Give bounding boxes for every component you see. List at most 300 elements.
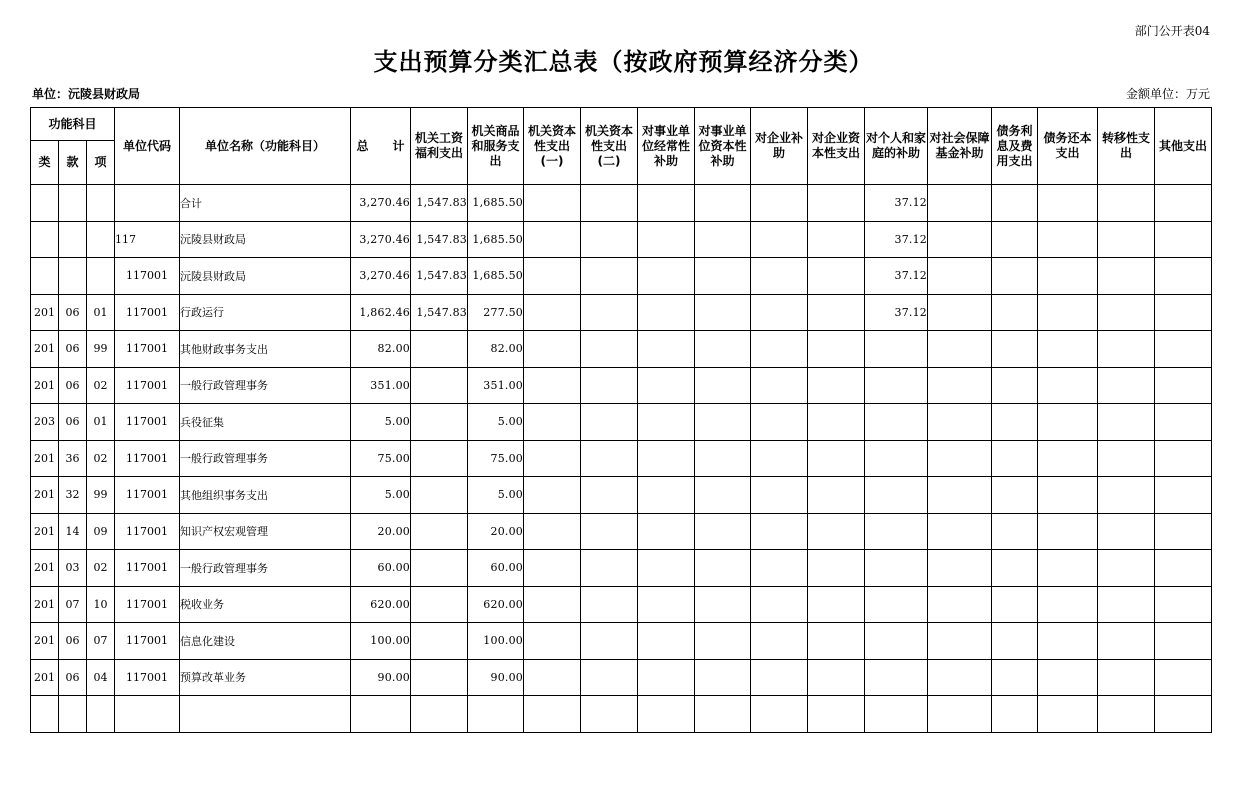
cell-c10	[928, 331, 992, 368]
cell-c4	[581, 513, 638, 550]
cell-c13	[1098, 696, 1155, 733]
header-c9: 对个人和家庭的补助	[865, 108, 928, 185]
cell-c3	[524, 477, 581, 514]
cell-xiang	[87, 221, 115, 258]
unit-label: 单位：沅陵县财政局	[32, 87, 141, 101]
cell-c6	[695, 550, 751, 587]
cell-lei: 201	[31, 331, 59, 368]
cell-c3	[524, 586, 581, 623]
cell-lei: 203	[31, 404, 59, 441]
cell-c2: 75.00	[468, 440, 524, 477]
cell-c12	[1038, 221, 1098, 258]
cell-total: 100.00	[351, 623, 411, 660]
cell-c9	[865, 696, 928, 733]
cell-c12	[1038, 367, 1098, 404]
cell-c2: 620.00	[468, 586, 524, 623]
header-c11: 债务利息及费用支出	[992, 108, 1038, 185]
cell-c1	[411, 659, 468, 696]
cell-c8	[808, 586, 865, 623]
cell-total: 3,270.46	[351, 221, 411, 258]
header-kuan: 款	[59, 141, 87, 185]
header-c1: 机关工资福利支出	[411, 108, 468, 185]
cell-lei: 201	[31, 440, 59, 477]
table-body	[31, 185, 1212, 733]
cell-c3	[524, 550, 581, 587]
cell-c7	[751, 367, 808, 404]
cell-c10	[928, 623, 992, 660]
cell-c1: 1,547.83	[411, 294, 468, 331]
cell-unit-code: 117001	[115, 367, 180, 404]
cell-c3	[524, 623, 581, 660]
cell-c11	[992, 221, 1038, 258]
cell-c8	[808, 367, 865, 404]
cell-c12	[1038, 696, 1098, 733]
table-row	[31, 404, 1212, 441]
cell-c14	[1155, 477, 1212, 514]
cell-c3	[524, 294, 581, 331]
cell-kuan: 32	[59, 477, 87, 514]
amount-unit-label: 金额单位：万元	[1125, 87, 1210, 101]
table-row	[31, 185, 1212, 222]
cell-c13	[1098, 477, 1155, 514]
header-c13: 转移性支出	[1098, 108, 1155, 185]
cell-total: 82.00	[351, 331, 411, 368]
cell-c2: 20.00	[468, 513, 524, 550]
cell-c11	[992, 550, 1038, 587]
cell-lei: 201	[31, 294, 59, 331]
cell-unit-name: 知识产权宏观管理	[180, 513, 351, 550]
cell-xiang: 09	[87, 513, 115, 550]
cell-kuan: 06	[59, 294, 87, 331]
cell-c5	[638, 440, 695, 477]
cell-unit-name: 沅陵县财政局	[180, 258, 351, 295]
cell-c1	[411, 623, 468, 660]
header-c5: 对事业单位经常性补助	[638, 108, 695, 185]
cell-c6	[695, 477, 751, 514]
cell-xiang	[87, 258, 115, 295]
cell-lei: 201	[31, 513, 59, 550]
cell-c13	[1098, 659, 1155, 696]
cell-c4	[581, 623, 638, 660]
cell-c9	[865, 659, 928, 696]
cell-c11	[992, 586, 1038, 623]
cell-c6	[695, 659, 751, 696]
cell-c1	[411, 477, 468, 514]
cell-total: 620.00	[351, 586, 411, 623]
cell-c7	[751, 440, 808, 477]
cell-c10	[928, 696, 992, 733]
cell-unit-name: 行政运行	[180, 294, 351, 331]
cell-c5	[638, 696, 695, 733]
cell-unit-code: 117001	[115, 331, 180, 368]
form-number: 部门公开表04	[1134, 24, 1210, 38]
cell-c6	[695, 623, 751, 660]
cell-c2: 277.50	[468, 294, 524, 331]
cell-c5	[638, 586, 695, 623]
cell-c9	[865, 550, 928, 587]
cell-c14	[1155, 513, 1212, 550]
cell-c7	[751, 586, 808, 623]
cell-unit-code	[115, 185, 180, 222]
cell-c3	[524, 367, 581, 404]
cell-c10	[928, 440, 992, 477]
cell-xiang: 99	[87, 331, 115, 368]
cell-c4	[581, 294, 638, 331]
cell-c2: 5.00	[468, 477, 524, 514]
cell-unit-code: 117001	[115, 294, 180, 331]
cell-c11	[992, 331, 1038, 368]
cell-c11	[992, 623, 1038, 660]
cell-kuan: 14	[59, 513, 87, 550]
cell-c10	[928, 477, 992, 514]
cell-total: 90.00	[351, 659, 411, 696]
cell-lei	[31, 221, 59, 258]
cell-c2: 100.00	[468, 623, 524, 660]
cell-c1	[411, 440, 468, 477]
cell-xiang: 02	[87, 367, 115, 404]
cell-c7	[751, 221, 808, 258]
cell-c8	[808, 659, 865, 696]
cell-c10	[928, 258, 992, 295]
cell-c1	[411, 331, 468, 368]
table-row	[31, 294, 1212, 331]
header-c7: 对企业补助	[751, 108, 808, 185]
cell-lei	[31, 185, 59, 222]
cell-c2	[468, 696, 524, 733]
cell-unit-code	[115, 696, 180, 733]
cell-c10	[928, 367, 992, 404]
cell-c2: 1,685.50	[468, 185, 524, 222]
table-row	[31, 477, 1212, 514]
cell-c7	[751, 659, 808, 696]
cell-kuan: 06	[59, 367, 87, 404]
cell-c8	[808, 513, 865, 550]
cell-c7	[751, 696, 808, 733]
cell-c1	[411, 513, 468, 550]
cell-c7	[751, 477, 808, 514]
cell-c8	[808, 550, 865, 587]
cell-c6	[695, 185, 751, 222]
cell-c14	[1155, 550, 1212, 587]
cell-c9	[865, 440, 928, 477]
cell-c9: 37.12	[865, 258, 928, 295]
cell-c6	[695, 294, 751, 331]
cell-c7	[751, 513, 808, 550]
cell-c13	[1098, 185, 1155, 222]
header-function-subject: 功能科目	[31, 108, 115, 141]
cell-c5	[638, 513, 695, 550]
cell-c5	[638, 331, 695, 368]
cell-c2: 60.00	[468, 550, 524, 587]
cell-unit-code: 117001	[115, 477, 180, 514]
cell-c4	[581, 331, 638, 368]
cell-c8	[808, 623, 865, 660]
cell-unit-code: 117001	[115, 659, 180, 696]
budget-table	[30, 107, 1212, 733]
cell-c6	[695, 367, 751, 404]
cell-total: 3,270.46	[351, 258, 411, 295]
cell-kuan: 06	[59, 331, 87, 368]
cell-c10	[928, 586, 992, 623]
cell-c7	[751, 294, 808, 331]
cell-unit-code: 117001	[115, 404, 180, 441]
cell-c14	[1155, 185, 1212, 222]
table-row	[31, 623, 1212, 660]
cell-c3	[524, 440, 581, 477]
cell-c13	[1098, 331, 1155, 368]
cell-unit-name	[180, 696, 351, 733]
cell-c13	[1098, 586, 1155, 623]
cell-c13	[1098, 367, 1155, 404]
cell-c11	[992, 513, 1038, 550]
cell-unit-name: 合计	[180, 185, 351, 222]
cell-xiang: 01	[87, 294, 115, 331]
cell-c12	[1038, 294, 1098, 331]
header-c3: 机关资本性支出(一)	[524, 108, 581, 185]
cell-xiang: 07	[87, 623, 115, 660]
cell-xiang	[87, 696, 115, 733]
cell-c5	[638, 623, 695, 660]
cell-c11	[992, 440, 1038, 477]
cell-lei: 201	[31, 623, 59, 660]
cell-c14	[1155, 258, 1212, 295]
cell-c2: 82.00	[468, 331, 524, 368]
cell-c8	[808, 294, 865, 331]
cell-c4	[581, 404, 638, 441]
cell-c4	[581, 477, 638, 514]
cell-c12	[1038, 404, 1098, 441]
table-row	[31, 440, 1212, 477]
cell-lei	[31, 696, 59, 733]
cell-c12	[1038, 623, 1098, 660]
cell-c7	[751, 331, 808, 368]
cell-total: 351.00	[351, 367, 411, 404]
cell-c2: 351.00	[468, 367, 524, 404]
cell-c3	[524, 513, 581, 550]
cell-total: 5.00	[351, 477, 411, 514]
cell-c11	[992, 185, 1038, 222]
cell-lei: 201	[31, 477, 59, 514]
cell-c6	[695, 586, 751, 623]
cell-lei: 201	[31, 659, 59, 696]
cell-xiang: 01	[87, 404, 115, 441]
cell-c8	[808, 185, 865, 222]
cell-c12	[1038, 659, 1098, 696]
cell-c13	[1098, 550, 1155, 587]
cell-lei: 201	[31, 586, 59, 623]
cell-unit-name: 兵役征集	[180, 404, 351, 441]
cell-c7	[751, 623, 808, 660]
cell-kuan	[59, 185, 87, 222]
header-c8: 对企业资本性支出	[808, 108, 865, 185]
cell-c1	[411, 586, 468, 623]
cell-c14	[1155, 623, 1212, 660]
header-c2: 机关商品和服务支出	[468, 108, 524, 185]
cell-c11	[992, 696, 1038, 733]
cell-total: 3,270.46	[351, 185, 411, 222]
cell-c14	[1155, 404, 1212, 441]
header-c6: 对事业单位资本性补助	[695, 108, 751, 185]
cell-c5	[638, 659, 695, 696]
cell-c9	[865, 331, 928, 368]
table-row	[31, 331, 1212, 368]
cell-c10	[928, 294, 992, 331]
cell-lei	[31, 258, 59, 295]
cell-c3	[524, 331, 581, 368]
cell-c3	[524, 404, 581, 441]
cell-c4	[581, 221, 638, 258]
cell-c5	[638, 185, 695, 222]
cell-c13	[1098, 258, 1155, 295]
cell-c9: 37.12	[865, 221, 928, 258]
header-c12: 债务还本支出	[1038, 108, 1098, 185]
table-row	[31, 258, 1212, 295]
cell-c9	[865, 367, 928, 404]
cell-c4	[581, 696, 638, 733]
cell-c7	[751, 185, 808, 222]
cell-c1	[411, 696, 468, 733]
cell-xiang: 02	[87, 440, 115, 477]
cell-c4	[581, 440, 638, 477]
cell-c2: 5.00	[468, 404, 524, 441]
cell-xiang: 02	[87, 550, 115, 587]
cell-c11	[992, 477, 1038, 514]
cell-c4	[581, 586, 638, 623]
cell-c14	[1155, 221, 1212, 258]
cell-unit-code: 117001	[115, 550, 180, 587]
cell-c13	[1098, 404, 1155, 441]
cell-lei: 201	[31, 367, 59, 404]
cell-c10	[928, 513, 992, 550]
cell-xiang: 04	[87, 659, 115, 696]
cell-kuan: 06	[59, 404, 87, 441]
cell-c9	[865, 623, 928, 660]
cell-c9	[865, 404, 928, 441]
cell-c1	[411, 367, 468, 404]
cell-c5	[638, 221, 695, 258]
table-row	[31, 550, 1212, 587]
cell-c6	[695, 513, 751, 550]
cell-c11	[992, 294, 1038, 331]
cell-xiang: 10	[87, 586, 115, 623]
cell-c10	[928, 659, 992, 696]
header-c14: 其他支出	[1155, 108, 1212, 185]
cell-c7	[751, 550, 808, 587]
cell-kuan	[59, 221, 87, 258]
cell-unit-code: 117	[115, 221, 180, 258]
cell-c2: 1,685.50	[468, 221, 524, 258]
cell-c6	[695, 404, 751, 441]
cell-unit-name: 其他组织事务支出	[180, 477, 351, 514]
cell-c13	[1098, 623, 1155, 660]
cell-c8	[808, 258, 865, 295]
cell-c12	[1038, 440, 1098, 477]
table-row	[31, 696, 1212, 733]
cell-xiang	[87, 185, 115, 222]
cell-c13	[1098, 513, 1155, 550]
cell-c9: 37.12	[865, 185, 928, 222]
cell-c12	[1038, 258, 1098, 295]
cell-c11	[992, 404, 1038, 441]
cell-unit-name: 信息化建设	[180, 623, 351, 660]
cell-c1	[411, 404, 468, 441]
cell-kuan: 06	[59, 659, 87, 696]
table-row	[31, 221, 1212, 258]
cell-c1: 1,547.83	[411, 258, 468, 295]
cell-c9: 37.12	[865, 294, 928, 331]
cell-kuan	[59, 696, 87, 733]
cell-c12	[1038, 586, 1098, 623]
cell-xiang: 99	[87, 477, 115, 514]
cell-c5	[638, 550, 695, 587]
cell-c5	[638, 404, 695, 441]
cell-c7	[751, 404, 808, 441]
cell-kuan: 36	[59, 440, 87, 477]
cell-c8	[808, 477, 865, 514]
cell-c11	[992, 367, 1038, 404]
cell-c10	[928, 550, 992, 587]
cell-kuan: 07	[59, 586, 87, 623]
cell-c3	[524, 696, 581, 733]
cell-total: 5.00	[351, 404, 411, 441]
cell-total: 1,862.46	[351, 294, 411, 331]
cell-c5	[638, 258, 695, 295]
cell-c12	[1038, 331, 1098, 368]
cell-c4	[581, 185, 638, 222]
cell-c14	[1155, 367, 1212, 404]
cell-c2: 1,685.50	[468, 258, 524, 295]
page-title: 支出预算分类汇总表（按政府预算经济分类）	[373, 48, 874, 76]
cell-c6	[695, 440, 751, 477]
cell-kuan: 03	[59, 550, 87, 587]
cell-c3	[524, 185, 581, 222]
cell-total: 60.00	[351, 550, 411, 587]
cell-c8	[808, 221, 865, 258]
cell-c5	[638, 294, 695, 331]
cell-c14	[1155, 294, 1212, 331]
cell-c3	[524, 221, 581, 258]
cell-c6	[695, 696, 751, 733]
cell-c4	[581, 659, 638, 696]
cell-c13	[1098, 221, 1155, 258]
cell-unit-code: 117001	[115, 440, 180, 477]
cell-unit-code: 117001	[115, 258, 180, 295]
cell-c11	[992, 659, 1038, 696]
cell-c10	[928, 185, 992, 222]
cell-unit-name: 一般行政管理事务	[180, 367, 351, 404]
header-lei: 类	[31, 141, 59, 185]
header-xiang: 项	[87, 141, 115, 185]
header-c10: 对社会保障基金补助	[928, 108, 992, 185]
table-row	[31, 659, 1212, 696]
cell-c3	[524, 258, 581, 295]
cell-c10	[928, 404, 992, 441]
cell-c14	[1155, 440, 1212, 477]
cell-kuan: 06	[59, 623, 87, 660]
header-unit-name: 单位名称（功能科目）	[180, 108, 351, 185]
header-total: 总 计	[351, 108, 411, 185]
cell-c9	[865, 477, 928, 514]
cell-total: 20.00	[351, 513, 411, 550]
cell-c3	[524, 659, 581, 696]
cell-c9	[865, 513, 928, 550]
cell-c9	[865, 586, 928, 623]
cell-c4	[581, 550, 638, 587]
cell-unit-name: 税收业务	[180, 586, 351, 623]
cell-unit-code: 117001	[115, 623, 180, 660]
cell-c5	[638, 477, 695, 514]
cell-unit-code: 117001	[115, 586, 180, 623]
